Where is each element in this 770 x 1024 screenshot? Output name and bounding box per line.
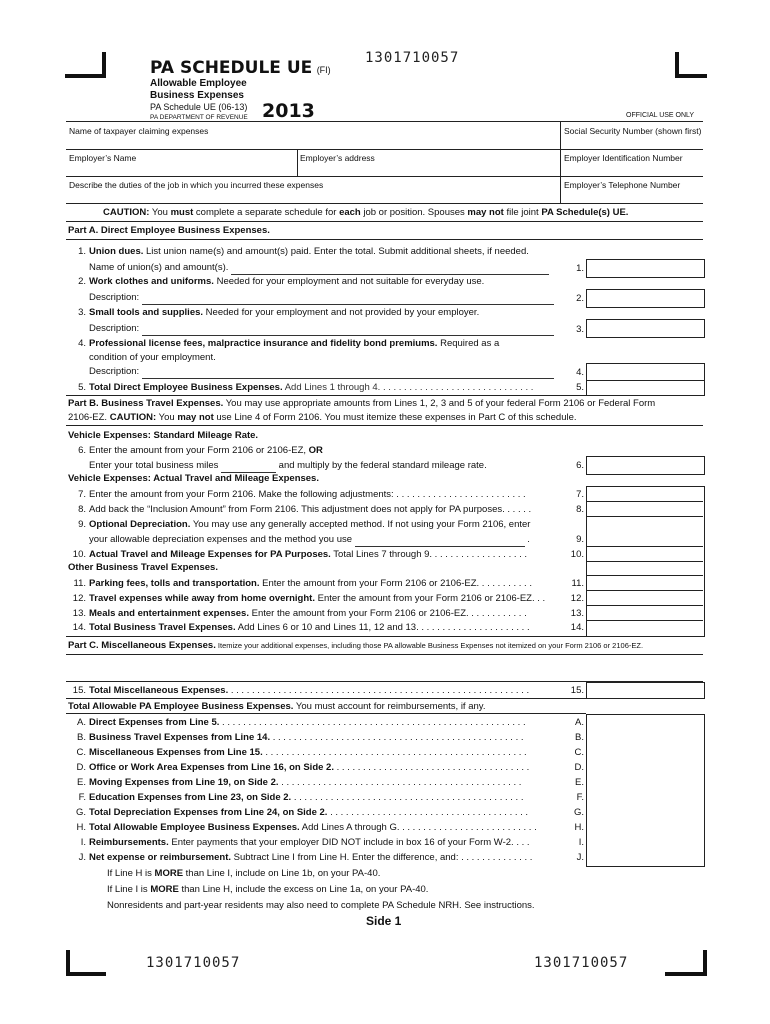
box-divider <box>587 620 703 621</box>
line-text: Required as a <box>437 338 500 349</box>
section-title: Part C. Miscellaneous Expenses. <box>68 640 216 651</box>
line-label: Optional Depreciation. <box>89 519 191 530</box>
totals-title <box>68 699 708 714</box>
line-number: 9. <box>78 519 86 530</box>
line-text: Total Lines 7 through 9. . . . . . . . . . . . . . . . . . . <box>330 549 528 560</box>
line-text: . . . . . . . . . . . . . . . . . . . . . . . . . . . . . . . . . . . . . . . . . . . . . . . . . . . . . . . . . . <box>219 717 526 728</box>
line-number: 12. <box>72 593 86 604</box>
line-no-9: 9. <box>576 534 584 545</box>
note-2 <box>107 882 587 897</box>
subtitle-1: Allowable Employee <box>150 78 247 89</box>
line-text: Add Lines A through G. . . . . . . . . . . . . . . . . . . . . . . . . . . <box>299 822 537 833</box>
line-7 <box>68 487 588 502</box>
line-text: Subtract Line I from Line H. Enter the difference, and: . . . . . . . . . . . . . . <box>231 852 533 863</box>
line-no: H. <box>574 822 584 833</box>
total-line <box>68 730 588 745</box>
note-text: If Line H is <box>107 868 155 879</box>
line-4-cont <box>89 350 609 365</box>
line-15 <box>68 683 588 698</box>
caution-lead: CAUTION: <box>103 207 150 218</box>
line-no-2: 2. <box>576 293 584 304</box>
vehicle-actual-title: Vehicle Expenses: Actual Travel and Mileage Expenses. <box>68 473 319 484</box>
ein-field[interactable]: Employer Identification Number <box>564 153 683 163</box>
total-line <box>68 760 588 775</box>
line-text: Add Lines 1 through 4. . . . . . . . . . . . . . . . . . . . . . . . . . . . . . <box>282 382 534 393</box>
box-divider <box>587 561 703 562</box>
grid-line <box>66 121 703 122</box>
line-number: 8. <box>78 504 86 515</box>
section-text: You must account for reimbursements, if any. <box>293 701 486 712</box>
caution-text: complete a separate schedule for <box>193 207 340 218</box>
line-text: Enter payments that your employer DID NOT include in box 16 of your Form W-2. . . . <box>168 837 530 848</box>
note-text: If Line I is <box>107 884 151 895</box>
line-no: J. <box>576 852 584 863</box>
line-no-13: 13. <box>570 608 584 619</box>
line-4 <box>68 336 588 351</box>
line-no: C. <box>574 747 584 758</box>
line-number: F. <box>78 792 86 803</box>
line-text: Description: <box>89 366 140 377</box>
line-text: Needed for your employment and not suitable for everyday use. <box>213 276 485 287</box>
line-4-sub <box>89 364 609 379</box>
misc-itemize-area[interactable] <box>66 655 703 681</box>
line-text: Enter the amount from your Form 2106 or 2106-EZ. . . . . . . . . . . . <box>248 608 527 619</box>
line-label: Total Depreciation Expenses from Line 24, on Side 2. <box>89 807 328 818</box>
note-text: Nonresidents and part-year residents may also need to complete PA Schedule NRH. See instructions. <box>107 900 535 911</box>
line-no-12: 12. <box>570 593 584 604</box>
line-text: Enter the amount from your Form 2106 or 2106-EZ. . . . . . . . . . . <box>259 578 532 589</box>
line-label: Meals and entertainment expenses. <box>89 608 249 619</box>
line-13 <box>68 606 588 621</box>
line-number: J. <box>78 852 86 863</box>
official-use-label: OFFICIAL USE ONLY <box>626 112 695 119</box>
line-text: Description: <box>89 292 140 303</box>
line-number: E. <box>77 777 86 788</box>
line-text: Enter your total business miles <box>89 460 219 471</box>
line-text: . . . . . . . . . . . . . . . . . . . . . . . . . . . . . . . . . . . . . . . . . . . . . . . . <box>270 732 524 743</box>
part-b-title <box>68 396 708 411</box>
line-no: D. <box>574 762 584 773</box>
section-text: Itemize your additional expenses, including those PA allowable Business Expenses not itemized on your Form 2106 or 2106-EZ. <box>215 641 644 650</box>
line-no-4: 4. <box>576 367 584 378</box>
line-text: Enter the amount from your Form 2106 or 2106-EZ. . . <box>314 593 546 604</box>
box-divider <box>587 516 703 517</box>
line-no: B. <box>575 732 584 743</box>
total-line <box>68 820 588 835</box>
line-no: E. <box>575 777 584 788</box>
line-8 <box>68 502 588 517</box>
grid-line <box>66 203 703 204</box>
line-9 <box>68 517 588 532</box>
line-text: Enter the amount from your Form 2106. Make the following adjustments: . . . . . . . . . . . . . . . . . . . . . . . . . <box>89 489 526 500</box>
amount-box-1[interactable] <box>586 259 705 278</box>
corner-mark-bottom-right <box>665 950 707 976</box>
caution-text: PA Schedule(s) UE. <box>541 207 629 218</box>
line-no-8: 8. <box>576 504 584 515</box>
line-no-5: 5. <box>576 382 584 393</box>
line-label: Direct Expenses from Line 5. <box>89 717 220 728</box>
line-label: Professional license fees, malpractice insurance and fidelity bond premiums. <box>89 338 438 349</box>
line-number: I. <box>80 837 86 848</box>
caution-text: must <box>170 207 194 218</box>
employer-address-field[interactable]: Employer’s address <box>300 153 375 163</box>
form-title-suffix: (FI) <box>316 65 331 75</box>
caution-text: job or position. Spouses <box>360 207 468 218</box>
line-number: 13. <box>72 608 86 619</box>
note-3 <box>107 898 587 913</box>
grid-line <box>66 425 703 426</box>
line-number: 6. <box>78 445 86 456</box>
line-text: condition of your employment. <box>89 352 216 363</box>
line-no: A. <box>575 717 584 728</box>
line-label: Work clothes and uniforms. <box>89 276 214 287</box>
subtitle-2: Business Expenses <box>150 90 244 101</box>
line-text: Add back the “Inclusion Amount” from Form 2106. This adjustment does not apply for PA purposes. . . . . . <box>89 504 532 515</box>
line-number: 14. <box>72 622 86 633</box>
taxpayer-name-field[interactable]: Name of taxpayer claiming expenses <box>69 126 209 136</box>
amount-box-3[interactable] <box>586 319 705 338</box>
line-label: Moving Expenses from Line 19, on Side 2. <box>89 777 279 788</box>
total-line <box>68 790 588 805</box>
line-text: Add Lines 6 or 10 and Lines 11, 12 and 13. . . . . . . . . . . . . . . . . . . . . . <box>235 622 530 633</box>
line-label: Office or Work Area Expenses from Line 16, on Side 2. <box>89 762 334 773</box>
section-text: CAUTION: <box>109 412 157 423</box>
line-number: A. <box>77 717 86 728</box>
line-label: Total Business Travel Expenses. <box>89 622 236 633</box>
other-travel-title: Other Business Travel Expenses. <box>68 562 218 573</box>
line-number: 11. <box>73 578 86 589</box>
line-10 <box>68 547 588 562</box>
caution-note <box>103 207 628 218</box>
line-2 <box>68 274 588 289</box>
line-label: Parking fees, tolls and transportation. <box>89 578 260 589</box>
line-6 <box>68 443 588 458</box>
line-no: F. <box>576 792 584 803</box>
total-line <box>68 775 588 790</box>
line-label: Union dues. <box>89 246 144 257</box>
line-5 <box>68 380 588 395</box>
page-side-label: Side 1 <box>366 914 402 928</box>
department: PA DEPARTMENT OF REVENUE <box>150 114 248 121</box>
line-label: Small tools and supplies. <box>89 307 204 318</box>
scan-code-top: 1301710057 <box>365 50 460 66</box>
grid-line <box>560 121 561 203</box>
line-3-sub <box>89 321 609 336</box>
line-no-15: 15. <box>570 685 584 696</box>
caution-text: may not <box>467 207 504 218</box>
line-label: Total Direct Employee Business Expenses. <box>89 382 283 393</box>
grid-line <box>66 176 703 177</box>
grid-line <box>66 239 703 240</box>
line-number: C. <box>76 747 86 758</box>
box-divider <box>587 501 703 502</box>
note-text: than Line I, include on Line 1b, on your PA-40. <box>183 868 381 879</box>
amount-box-6[interactable] <box>586 456 705 475</box>
line-label: Total Miscellaneous Expenses. <box>89 685 229 696</box>
line-text: OR <box>308 445 323 456</box>
line-1 <box>68 244 588 259</box>
line-text: . . . . . . . . . . . . . . . . . . . . . . . . . . . . . . . . . . . . . . . . . . . . <box>291 792 524 803</box>
grid-line <box>66 149 703 150</box>
total-line <box>68 850 588 865</box>
line-number: 2. <box>78 276 86 287</box>
line-no-1: 1. <box>576 263 584 274</box>
box-divider <box>587 590 703 591</box>
amount-box-a-j[interactable] <box>586 714 705 867</box>
line-number: 3. <box>78 307 86 318</box>
section-title: Total Allowable PA Employee Business Expenses. <box>68 701 294 712</box>
line-number: 7. <box>78 489 86 500</box>
scan-code-bottom-left: 1301710057 <box>146 955 241 971</box>
line-no-14: 14. <box>570 622 584 633</box>
line-number: D. <box>76 762 86 773</box>
line-no-6: 6. <box>576 460 584 471</box>
line-number: 10. <box>72 549 86 560</box>
box-divider <box>587 575 703 576</box>
line-number: 15. <box>72 685 86 696</box>
line-6-sub <box>89 458 609 473</box>
tax-year: 2013 <box>262 100 315 122</box>
line-number: 1. <box>78 246 86 257</box>
corner-mark-bottom-left <box>66 950 106 976</box>
line-text: . . . . . . . . . . . . . . . . . . . . . . . . . . . . . . . . . . . . . <box>333 762 530 773</box>
line-text: Description: <box>89 323 140 334</box>
line-no-11: 11. <box>571 578 584 589</box>
section-text: may not <box>177 412 214 423</box>
total-line <box>68 745 588 760</box>
amount-box-15[interactable] <box>586 682 705 699</box>
line-1-sub <box>89 260 609 275</box>
line-11 <box>68 576 588 591</box>
line-no-7: 7. <box>576 489 584 500</box>
line-text: and multiply by the federal standard mileage rate. <box>278 460 487 471</box>
grid-line <box>66 636 703 637</box>
line-label: Education Expenses from Line 23, on Side 2. <box>89 792 292 803</box>
total-line <box>68 715 588 730</box>
section-text: use Line 4 of Form 2106. You must itemize these expenses in Part C of this schedule. <box>213 412 577 423</box>
line-label: Travel expenses while away from home overnight. <box>89 593 315 604</box>
employer-phone-field[interactable]: Employer’s Telephone Number <box>564 180 681 190</box>
part-c-title <box>68 638 708 653</box>
line-number: G. <box>75 807 86 818</box>
line-number: H. <box>76 822 86 833</box>
note-1 <box>107 866 587 881</box>
section-text: You <box>156 412 178 423</box>
line-text: Name of union(s) and amount(s). <box>89 262 229 273</box>
total-line <box>68 805 588 820</box>
line-no-10: 10. <box>570 549 584 560</box>
section-text: 2106-EZ. <box>68 412 110 423</box>
duties-field[interactable]: Describe the duties of the job in which you incurred these expenses <box>69 180 324 190</box>
line-3 <box>68 305 588 320</box>
part-a-title: Part A. Direct Employee Business Expenses. <box>68 225 270 236</box>
note-text: than Line H, include the excess on Line 1a, on your PA-40. <box>178 884 429 895</box>
line-text: . . . . . . . . . . . . . . . . . . . . . . . . . . . . . . . . . . . . . . . . . . . . . . . . . . . . . . . . . <box>228 685 530 696</box>
box-divider <box>587 546 703 547</box>
line-no: I. <box>578 837 584 848</box>
line-text: You may use any generally accepted method. If not using your Form 2106, enter <box>190 519 531 530</box>
section-text: You may use appropriate amounts from Lines 1, 2, 3 and 5 of your federal Form 2106 or Federal Form <box>223 398 656 409</box>
line-text: your allowable depreciation expenses and the method you use <box>89 534 353 545</box>
grid-line <box>297 149 298 176</box>
line-9-sub: your allowable depreciation expenses and the method you use . <box>89 534 530 545</box>
line-label: Net expense or reimbursement. <box>89 852 232 863</box>
line-no-3: 3. <box>576 324 584 335</box>
scan-code-bottom-right: 1301710057 <box>534 955 629 971</box>
line-2-sub <box>89 290 609 305</box>
section-title: Part B. Business Travel Expenses. <box>68 398 224 409</box>
line-text: Enter the amount from your Form 2106 or 2106-EZ, <box>89 445 309 456</box>
line-12 <box>68 591 588 606</box>
line-no: G. <box>573 807 584 818</box>
total-line <box>68 835 588 850</box>
line-number: 4. <box>78 338 86 349</box>
vehicle-standard-title: Vehicle Expenses: Standard Mileage Rate. <box>68 430 259 441</box>
employer-name-field[interactable]: Employer’s Name <box>69 153 137 163</box>
line-14 <box>68 620 588 635</box>
line-number: B. <box>77 732 86 743</box>
ssn-field[interactable]: Social Security Number (shown first) <box>564 126 702 136</box>
amount-box-5[interactable] <box>586 380 705 396</box>
amount-box-2[interactable] <box>586 289 705 308</box>
note-text: MORE <box>150 884 179 895</box>
corner-mark-top-right <box>675 52 707 78</box>
line-text: List union name(s) and amount(s) paid. Enter the total. Submit additional sheets, if needed. <box>143 246 529 257</box>
form-title: PA SCHEDULE UE <box>150 58 313 78</box>
line-text: . . . . . . . . . . . . . . . . . . . . . . . . . . . . . . . . . . . . . . <box>327 807 529 818</box>
line-label: Total Allowable Employee Business Expenses. <box>89 822 300 833</box>
line-label: Business Travel Expenses from Line 14. <box>89 732 271 743</box>
line-label: Miscellaneous Expenses from Line 15. <box>89 747 263 758</box>
line-text: Needed for your employment and not provided by your employer. <box>203 307 480 318</box>
line-number: 5. <box>78 382 86 393</box>
caution-text: You <box>149 207 171 218</box>
line-label: Actual Travel and Mileage Expenses for PA Purposes. <box>89 549 331 560</box>
grid-line <box>66 221 703 222</box>
line-label: Reimbursements. <box>89 837 169 848</box>
caution-text: file joint <box>503 207 542 218</box>
line-text: . . . . . . . . . . . . . . . . . . . . . . . . . . . . . . . . . . . . . . . . . . . . . . <box>278 777 522 788</box>
box-divider <box>587 605 703 606</box>
grid-line <box>66 713 586 714</box>
note-text: MORE <box>154 868 184 879</box>
corner-mark-top-left <box>65 52 106 78</box>
caution-text: each <box>339 207 361 218</box>
line-text: . . . . . . . . . . . . . . . . . . . . . . . . . . . . . . . . . . . . . . . . . . . . . . . . . . <box>262 747 527 758</box>
part-b-title-cont <box>68 410 708 425</box>
form-id: PA Schedule UE (06-13) <box>150 102 248 112</box>
